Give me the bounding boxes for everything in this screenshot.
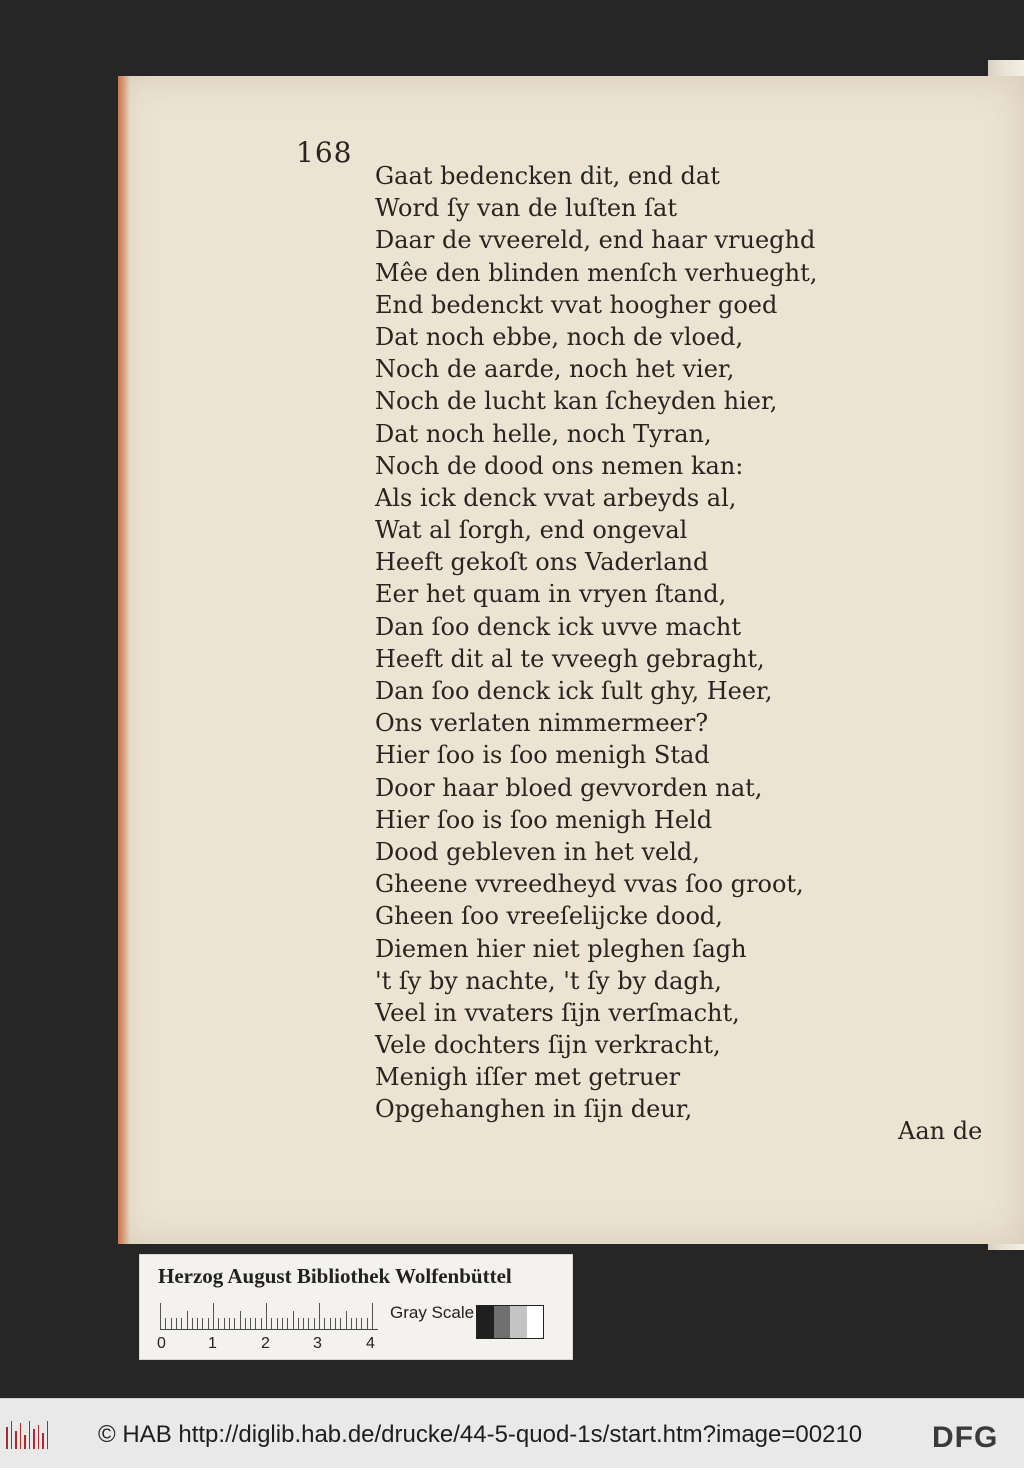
ruler-label: 3 (313, 1335, 322, 1352)
ruler-tick (367, 1318, 368, 1329)
poem-text (375, 160, 817, 1126)
ruler-tick (208, 1318, 209, 1329)
ruler-tick (314, 1318, 315, 1329)
poem-line: Dat noch helle, noch Tyran, (375, 419, 712, 448)
logo-bar (6, 1427, 8, 1449)
ruler-tick (330, 1318, 331, 1329)
poem-line: Door haar bloed gevvorden nat, (375, 773, 763, 802)
poem-line: Dan ſoo denck ick uvve macht (375, 612, 741, 641)
footer-bar (0, 1398, 1024, 1468)
poem-line: Dood gebleven in het veld, (375, 837, 700, 866)
poem-line: Menigh iſſer met getruer (375, 1063, 681, 1092)
logo-bar (24, 1435, 26, 1449)
poem-line: Word ſy van de luſten ſat (375, 194, 677, 223)
ruler-tick (234, 1318, 235, 1329)
ruler-label: 4 (366, 1335, 375, 1352)
ruler-tick (213, 1303, 214, 1329)
ruler-tick (271, 1318, 272, 1329)
page-gilt-edge (118, 76, 130, 1244)
ruler-tick (261, 1318, 262, 1329)
ruler-tick (287, 1318, 288, 1329)
grayscale-swatch (527, 1306, 544, 1338)
ruler-label: 2 (261, 1335, 270, 1352)
ruler-tick (240, 1311, 241, 1329)
ruler-tick (192, 1318, 193, 1329)
ruler-tick (250, 1318, 251, 1329)
ruler-tick (255, 1318, 256, 1329)
poem-line: Noch de dood ons nemen kan: (375, 451, 744, 480)
logo-bar (11, 1421, 13, 1449)
poem-line: Gheene vvreedheyd vvas ſoo groot, (375, 870, 804, 899)
ruler-tick (346, 1311, 347, 1329)
footer-copyright-url[interactable]: © HAB http://diglib.hab.de/drucke/44-5-quod-1s/start.htm?image=00210 (98, 1421, 863, 1448)
logo-bar (15, 1431, 17, 1449)
ruler-tick (282, 1318, 283, 1329)
poem-line: Noch de lucht kan ſcheyden hier, (375, 387, 778, 416)
ruler-tick (165, 1318, 166, 1329)
ruler-tick (181, 1318, 182, 1329)
ruler-tick (293, 1311, 294, 1329)
poem-line: Hier ſoo is ſoo menigh Held (375, 805, 713, 834)
ruler-label: 1 (208, 1335, 217, 1352)
library-color-card (139, 1254, 573, 1360)
ruler-tick (160, 1303, 161, 1329)
poem-line: Eer het quam in vryen ſtand, (375, 580, 727, 609)
poem-line: Daar de vveereld, end haar vrueghd (375, 226, 816, 255)
ruler-tick (202, 1318, 203, 1329)
ruler-tick (340, 1318, 341, 1329)
ruler-tick (218, 1318, 219, 1329)
logo-bar (47, 1421, 49, 1449)
poem-line: Opgehanghen in ſijn deur, (375, 1095, 693, 1124)
ruler-tick (324, 1318, 325, 1329)
logo-bar (42, 1433, 44, 1449)
logo-bar (29, 1421, 31, 1449)
poem-line: 't ſy by nachte, 't ſy by dagh, (375, 966, 722, 995)
grayscale-swatch (477, 1306, 494, 1338)
grayscale-swatches (476, 1305, 544, 1339)
poem-line: Hier ſoo is ſoo menigh Stad (375, 741, 710, 770)
ruler-tick (197, 1318, 198, 1329)
poem-line: Noch de aarde, noch het vier, (375, 355, 735, 384)
catchword: Aan de (898, 1117, 983, 1145)
logo-bar (33, 1429, 35, 1449)
ruler-tick (229, 1318, 230, 1329)
grayscale-swatch (510, 1306, 527, 1338)
ruler-tick (245, 1318, 246, 1329)
ruler-tick (335, 1318, 336, 1329)
poem-line: Gheen ſoo vreeſelijcke dood, (375, 902, 723, 931)
ruler-tick (356, 1318, 357, 1329)
poem-line: Mêe den blinden menſch verhueght, (375, 258, 818, 287)
logo-bar (38, 1425, 40, 1449)
poem-line: Diemen hier niet pleghen ſagh (375, 934, 747, 963)
ruler-tick (187, 1311, 188, 1329)
grayscale-label: Gray Scale (390, 1303, 475, 1322)
library-name: Herzog August Bibliothek Wolfenbüttel (158, 1264, 512, 1288)
measurement-ruler (160, 1301, 378, 1330)
ruler-tick (171, 1318, 172, 1329)
poem-line: Wat al ſorgh, end ongeval (375, 516, 688, 545)
poem-line: Gaat bedencken dit, end dat (375, 162, 720, 190)
poem-line: Veel in vvaters ſijn verſmacht, (375, 998, 740, 1027)
ruler-tick (224, 1318, 225, 1329)
ruler-label: 0 (157, 1335, 166, 1352)
poem-line: Heeft gekoſt ons Vaderland (375, 548, 709, 577)
page-number: 168 (296, 136, 353, 169)
hab-barcode-logo-icon (6, 1421, 48, 1449)
dfg-logo: DFG (932, 1421, 999, 1454)
poem-line: Heeft dit al te vveegh gebraght, (375, 644, 765, 673)
ruler-tick (303, 1318, 304, 1329)
ruler-tick (319, 1303, 320, 1329)
ruler-tick (372, 1303, 373, 1329)
poem-line: End bedenckt vvat hoogher goed (375, 290, 778, 319)
ruler-tick (351, 1318, 352, 1329)
poem-line: Vele dochters ſijn verkracht, (375, 1031, 721, 1060)
ruler-tick (308, 1318, 309, 1329)
poem-line: Dat noch ebbe, noch de vloed, (375, 322, 744, 351)
ruler-tick (277, 1318, 278, 1329)
logo-bar (20, 1423, 22, 1449)
grayscale-swatch (494, 1306, 511, 1338)
ruler-tick (266, 1303, 267, 1329)
ruler-tick (361, 1318, 362, 1329)
ruler-tick (298, 1318, 299, 1329)
poem-line: Dan ſoo denck ick ſult ghy, Heer, (375, 677, 773, 705)
ruler-tick (176, 1318, 177, 1329)
poem-line: Als ick denck vvat arbeyds al, (375, 483, 737, 512)
poem-line: Ons verlaten nimmermeer? (375, 709, 709, 738)
